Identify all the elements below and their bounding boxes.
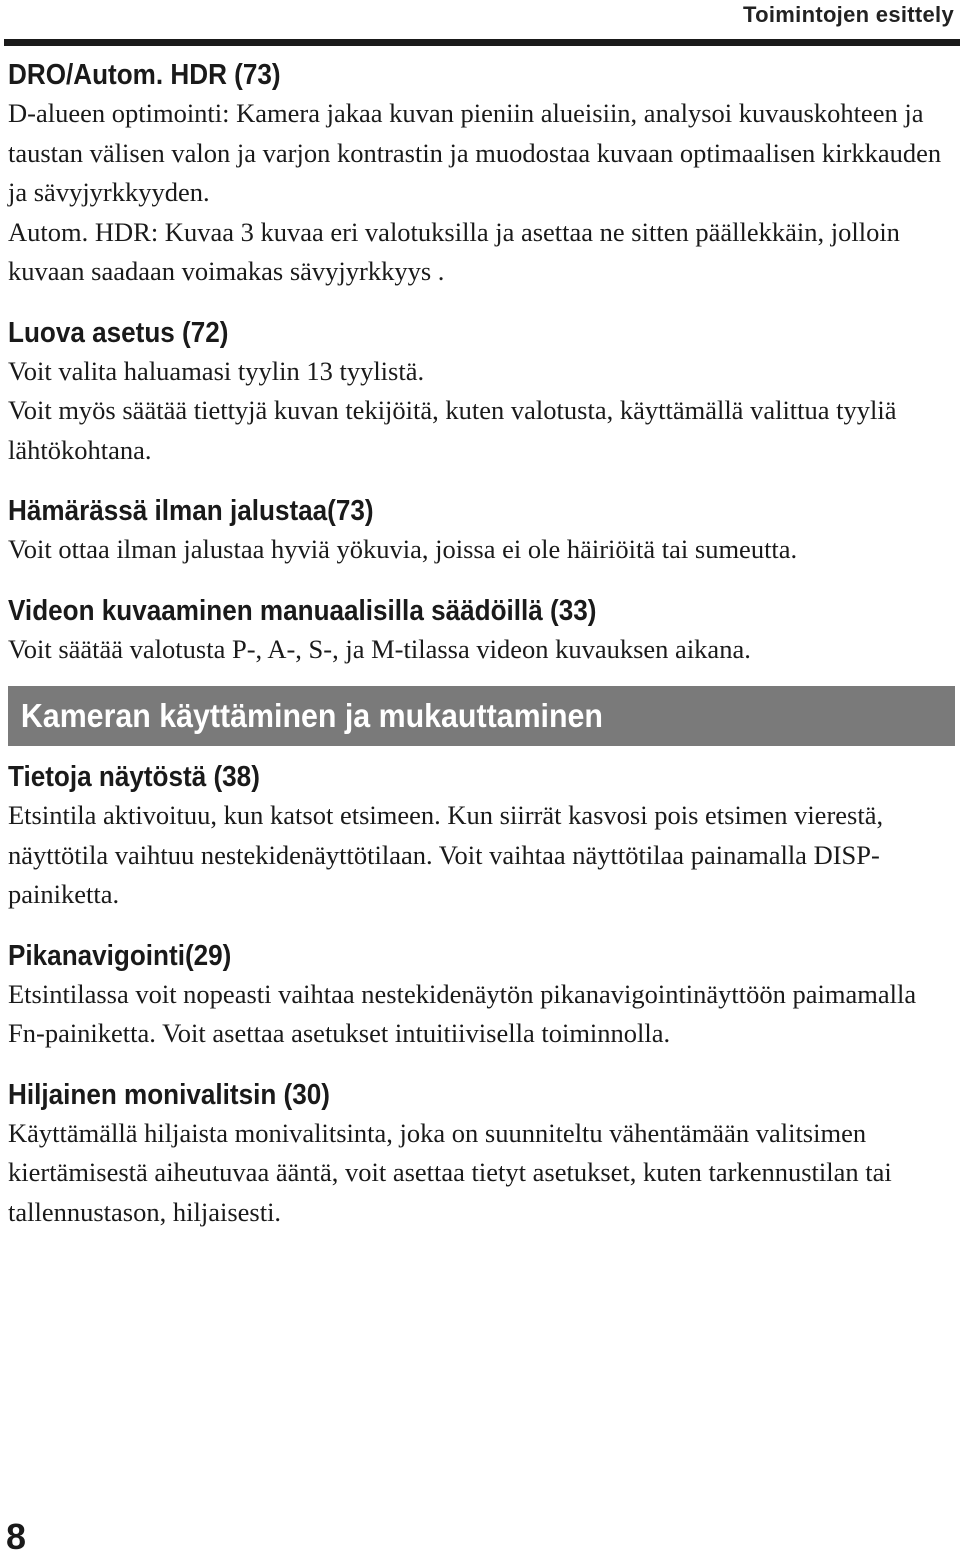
section-heading: Videon kuvaaminen manuaalisilla säädöillä (33) — [8, 594, 597, 627]
section-quick-navi — [8, 937, 956, 1054]
section-paragraph: D-alueen optimointi: Kamera jakaa kuvan pieniin alueisiin, analysoi kuvauskohteen ja taustan välisen valon ja varjon kontrastin ja muodostaa kuvaan optimaalisen kirkkauden ja sävyjyrkkyyden. — [8, 98, 942, 207]
page-number: 8 — [6, 1516, 27, 1557]
section-heading: Hämärässä ilman jalustaa(73) — [8, 495, 374, 527]
section-silent-dial — [8, 1076, 956, 1233]
section-heading: Hiljainen monivalitsin (30) — [8, 1078, 330, 1111]
section-paragraph: Etsintila aktivoituu, kun katsot etsimeen. Kun siirrät kasvosi pois etsimen vierestä, näyttötila vaihtuu nestekidenäyttötilaan. Voit vaihtaa näyttötilaa painamalla DISP-painiketta. — [8, 800, 884, 909]
running-header-label: Toimintojen esittely — [743, 2, 954, 27]
section-heading: Tietoja näytöstä (38) — [8, 761, 260, 793]
section-heading: DRO/Autom. HDR (73) — [8, 59, 281, 91]
section-paragraph: Voit ottaa ilman jalustaa hyviä yökuvia, joissa ei ole häiriöitä tai sumeutta. — [8, 534, 798, 564]
section-paragraph: Autom. HDR: Kuvaa 3 kuvaa eri valotuksilla ja asettaa ne sitten päällekkäin, jolloin kuvaan saadaan voimakas sävyjyrkkyys . — [8, 216, 900, 286]
section-dro-hdr — [8, 56, 956, 292]
section-paragraph: Voit säätää valotusta P-, A-, S-, ja M-tilassa videon kuvauksen aikana. — [8, 633, 751, 664]
section-heading: Pikanavigointi(29) — [8, 939, 232, 972]
section-manual-video — [8, 592, 956, 670]
page-content — [8, 56, 956, 1232]
chapter-banner — [8, 686, 955, 746]
section-paragraph: Voit valita haluamasi tyylin 13 tyylistä. — [8, 355, 425, 386]
header-rule — [4, 39, 960, 46]
section-handheld-twilight — [8, 492, 956, 570]
section-display-info — [8, 758, 956, 915]
section-paragraph: Voit myös säätää tiettyjä kuvan tekijöitä, kuten valotusta, käyttämällä valittua tyyliä lähtökohtana. — [8, 395, 897, 465]
section-paragraph: Etsintilassa voit nopeasti vaihtaa nestekidenäytön pikanavigointinäyttöön paimamalla Fn-painiketta. Voit asettaa asetukset intuitiivisella toiminnolla. — [8, 978, 917, 1048]
chapter-banner-title: Kameran käyttäminen ja mukauttaminen — [20, 697, 603, 734]
section-creative-style — [8, 314, 956, 471]
section-heading: Luova asetus (72) — [8, 316, 229, 349]
section-paragraph: Käyttämällä hiljaista monivalitsinta, joka on suunniteltu vähentämään valitsimen kiertämisestä aiheutuvaa ääntä, voit asettaa tietyt asetukset, kuten tarkennustilan tai tallennustason, hiljaisesti. — [8, 1117, 892, 1227]
